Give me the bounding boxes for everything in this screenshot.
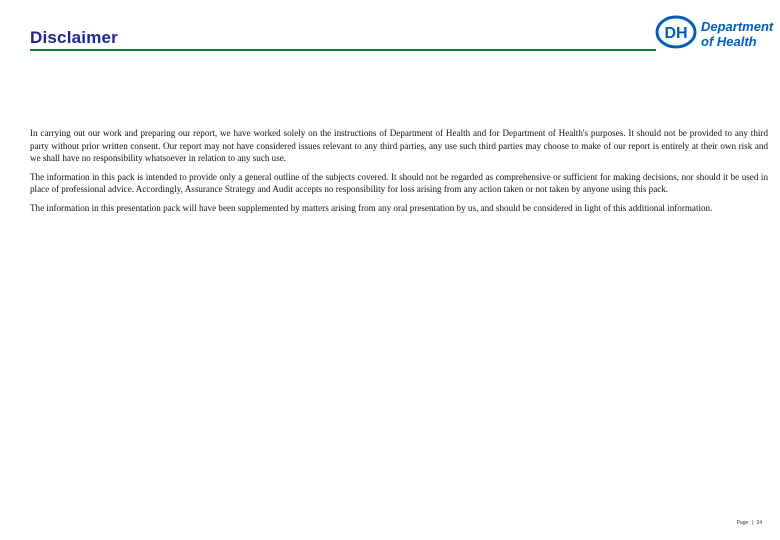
logo-line1: Department: [701, 19, 774, 34]
disclaimer-body: [30, 127, 768, 221]
logo-line2: of Health: [701, 34, 757, 49]
disclaimer-paragraph: The information in this pack is intended to provide only a general outline of the subjects covered. It should not be regarded as comprehensive or sufficient for making decisions, nor should it be used in place of professional advice. Accordingly, Assurance Strategy and Audit accepts no responsibility for loss arising from any action taken or not taken by anyone using this pack.: [30, 171, 768, 195]
dh-logo: [654, 12, 776, 54]
disclaimer-paragraph: In carrying out our work and preparing our report, we have worked solely on the instructions of Department of Health and for Department of Health's purposes. It should not be provided to any third party without prior written consent. Our report may not have considered issues relevant to any third parties, any use such third parties may choose to make of our report is entirely at their own risk and we shall have no responsibility whatsoever in relation to any such use.: [30, 128, 768, 164]
title-divider: [30, 49, 656, 51]
page-title: Disclaimer: [30, 28, 118, 47]
page-separator: |: [751, 520, 754, 526]
logo-abbr: DH: [664, 25, 688, 42]
page-label: Page: [736, 520, 749, 526]
page-number: 24: [756, 520, 762, 526]
disclaimer-paragraph: The information in this presentation pack will have been supplemented by matters arising from any oral presentation by us, and should be considered in light of this additional information.: [30, 202, 713, 213]
page-footer: [737, 520, 762, 526]
